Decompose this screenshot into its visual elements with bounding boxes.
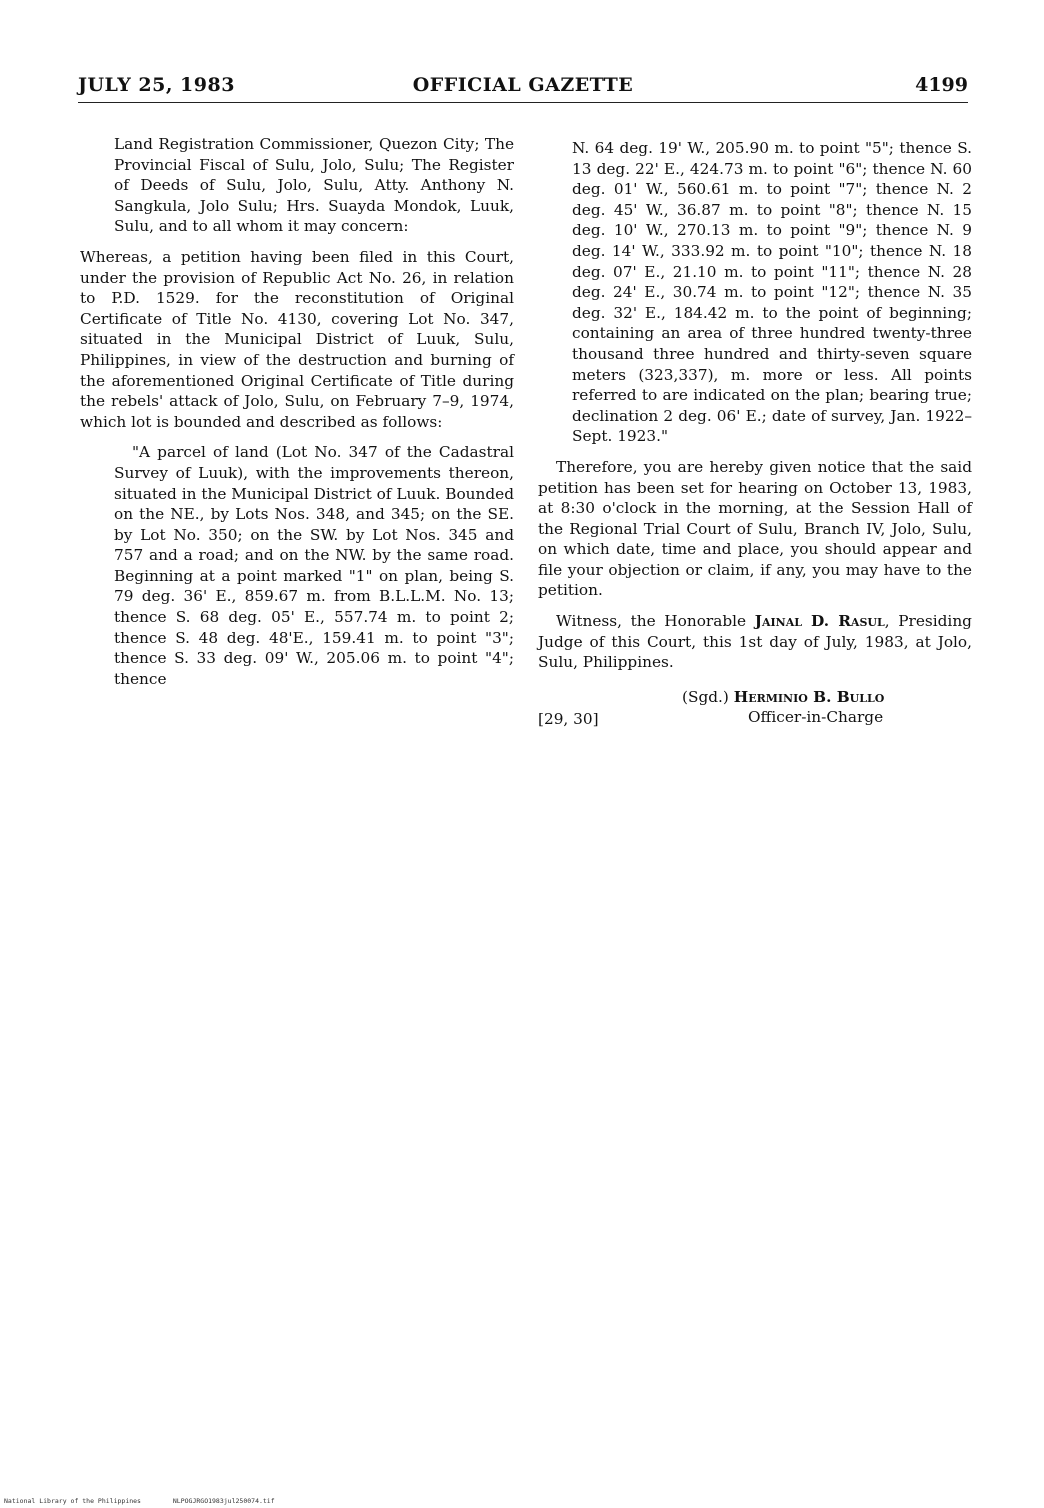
lot-description-continued: N. 64 deg. 19' W., 205.90 m. to point "5"; thence S. 13 deg. 22' E., 424.73 m. to point "6"; thence N. 60 deg. 01' W., 560.61 m. to point "7"; thence N. 2 deg. 45' W., 36.87 m. to point "8"; thence N. 15 deg. 10' W., 270.13 m. to point "9"; thence N. 9 deg. 14' W., 333.92 m. to point "10"; thence N. 18 deg. 07' E., 21.10 m. to point "11"; thence N. 28 deg. 24' E., 30.74 m. to point "12"; thence N. 35 deg. 32' E., 184.42 m. to the point of beginning; containing an area of three hundred twenty-three thousand three hundred and thirty-seven square meters (323,337), m. more or less. All points referred to are indicated on the plan; bearing true; declination 2 deg. 06' E.; date of survey, Jan. 1922–Sept. 1923." [572,139,972,446]
signatory-title: Officer-in-Charge [748,707,884,726]
witness-paragraph [538,611,972,673]
therefore-paragraph: Therefore, you are hereby given notice that the said petition has been set for hearing on October 13, 1983, at 8:30 o'clock in the morning, at the Session Hall of the Regional Trial Court of Sulu, Branch IV, Jolo, Sulu, on which date, time and place, you should appear and file your objection or claim, if any, you may have to the petition. [538,457,972,600]
header-rule [78,102,968,103]
addressees-paragraph: Land Registration Commissioner, Quezon City; The Provincial Fiscal of Sulu, Jolo, Sulu; The Register of Deeds of Sulu, Jolo, Sulu, Atty. Anthony N. Sangkula, Jolo Sulu; Hrs. Suayda Mondok, Luuk, Sulu, and to all whom it may concern: [114,135,514,236]
right-column [538,134,972,733]
scan-filename: NLPOGJRGO1983jul250074.tif [172,1497,275,1505]
issue-code: [29, 30] [538,709,599,728]
page-number: 4199 [915,74,968,96]
judge-name: Jainal D. Rasul [754,612,885,631]
signatory-name: Herminio B. Bullo [733,687,885,706]
whereas-paragraph: Whereas, a petition having been filed in this Court, under the provision of Republic Act No. 26, in relation to P.D. 1529. for the reconstitution of Original Certificate of Title No. 4130, covering Lot No. 347, situated in the Municipal District of Luuk, Sulu, Philippines, in view of the destruction and burning of the aforementioned Original Certificate of Title during the rebels' attack of Jolo, Sulu, on February 7–9, 1974, which lot is bounded and described as follows: [80,247,514,431]
left-column [80,134,514,699]
page-header [78,74,968,102]
witness-suffix: , Presiding Judge of this Court, this 1st day of July, 1983, at Jolo, Sulu, Philippines. [538,612,972,672]
publication-title: OFFICIAL GAZETTE [412,74,634,96]
scan-footer [4,1497,303,1505]
witness-prefix: Witness, the Honorable [556,612,747,631]
signature-block [538,687,972,733]
issue-date: JULY 25, 1983 [78,74,235,96]
lot-description-quote: "A parcel of land (Lot No. 347 of the Cadastral Survey of Luuk), with the improvements thereon, situated in the Municipal District of Luuk. Bounded on the NE., by Lots Nos. 348, and 345; on the SE. by Lot No. 350; on the SW. by Lot Nos. 345 and 757 and a road; and on the NW. by the same road. Beginning at a point marked "1" on plan, being S. 79 deg. 36' E., 859.67 m. from B.L.L.M. No. 13; thence S. 68 deg. 05' E., 557.74 m. to point 2; thence S. 48 deg. 48'E., 159.41 m. to point "3"; thence S. 33 deg. 09' W., 205.06 m. to point "4"; thence [114,443,514,688]
signature-prefix: (Sgd.) [682,687,729,706]
signature-line [682,687,884,708]
library-credit: National Library of the Philippines [4,1497,141,1505]
